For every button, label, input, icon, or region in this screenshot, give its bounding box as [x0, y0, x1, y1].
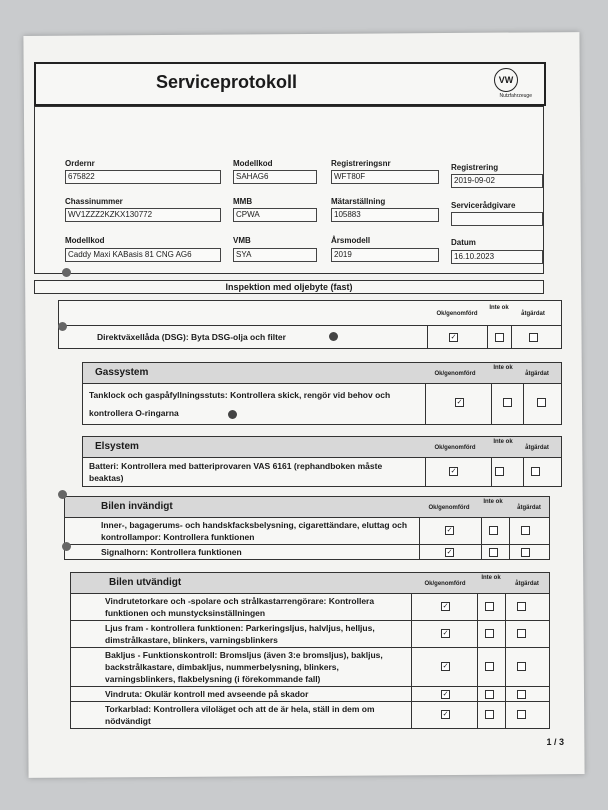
section-header — [83, 363, 561, 384]
table-row — [71, 621, 549, 648]
brand-text: Nutzfahrzeuge — [499, 93, 532, 99]
matar-field: 105883 — [331, 208, 439, 222]
atgardat-checkbox[interactable] — [521, 526, 530, 535]
col-atgardat: åtgärdat — [521, 311, 545, 317]
row-text: Inner-, bagagerums- och handskfacksbelysning, cigarettändare, eluttag och kontrollampor: Kontrollera funktionen — [101, 520, 408, 542]
radgivare-field — [451, 212, 543, 226]
section-title: Gassystem — [95, 367, 149, 378]
vmb-label: VMB — [233, 236, 251, 245]
arsmodell-label: Årsmodell — [331, 236, 371, 245]
modellkod-field: SAHAG6 — [233, 170, 317, 184]
ok-checkbox[interactable]: ✓ — [442, 630, 449, 637]
inte-ok-checkbox[interactable] — [489, 548, 498, 557]
punch-hole — [58, 322, 67, 331]
registrering-field: 2019-09-02 — [451, 174, 543, 188]
row-text: Vindruta: Okulär kontroll med avseende på skador — [105, 689, 309, 699]
section-bilen-invandigt — [64, 496, 550, 560]
mmb-field: CPWA — [233, 208, 317, 222]
row-text: Torkarblad: Kontrollera viloläget och att de är hela, ställ in dem om nödvändigt — [105, 704, 375, 726]
arsmodell-field: 2019 — [331, 248, 439, 262]
col-atgardat: åtgärdat — [515, 581, 539, 587]
table-row — [65, 518, 549, 545]
col-inte: Inte ok — [493, 365, 513, 371]
punch-hole — [329, 332, 338, 341]
inte-ok-checkbox[interactable] — [485, 710, 494, 719]
row-text: Signalhorn: Kontrollera funktionen — [101, 547, 242, 557]
atgardat-checkbox[interactable] — [521, 548, 530, 557]
col-ok: Ok/genomförd — [434, 445, 476, 451]
atgardat-checkbox[interactable] — [517, 662, 526, 671]
ok-checkbox[interactable]: ✓ — [446, 549, 453, 556]
section-header — [65, 497, 549, 518]
regnr-field: WFT80F — [331, 170, 439, 184]
inte-ok-checkbox[interactable] — [485, 662, 494, 671]
ok-checkbox[interactable]: ✓ — [442, 663, 449, 670]
punch-hole — [62, 542, 71, 551]
inte-ok-checkbox[interactable] — [495, 467, 504, 476]
col-ok: Ok/genomförd — [424, 581, 466, 587]
inte-ok-checkbox[interactable] — [495, 333, 504, 342]
col-atgardat: åtgärdat — [525, 371, 549, 377]
punch-hole — [62, 268, 71, 277]
inte-ok-checkbox[interactable] — [485, 690, 494, 699]
section-title: Bilen utvändigt — [109, 577, 182, 588]
ok-checkbox[interactable]: ✓ — [442, 711, 449, 718]
inte-ok-checkbox[interactable] — [503, 398, 512, 407]
vmb-field: SYA — [233, 248, 317, 262]
section-title: Bilen invändigt — [101, 501, 173, 512]
chassi-field: WV1ZZZ2KZKX130772 — [65, 208, 221, 222]
row-text: Tanklock och gaspåfyllningsstuts: Kontrollera skick, rengör vid behov och kontrollera O-ringarna — [89, 390, 391, 418]
page-title: Serviceprotokoll — [156, 72, 298, 92]
registrering-label: Registrering — [451, 163, 499, 172]
section-header — [83, 437, 561, 458]
punch-hole — [228, 410, 237, 419]
col-atgardat: åtgärdat — [517, 505, 541, 511]
row-text: Vindrutetorkare och -spolare och strålkastarrengörare: Kontrollera funktionen och munstycksinställningen — [105, 596, 375, 618]
atgardat-checkbox[interactable] — [537, 398, 546, 407]
radgivare-label: Servicerådgivare — [451, 201, 516, 210]
table-row — [71, 687, 549, 702]
section-header — [59, 301, 561, 326]
col-ok: Ok/genomförd — [428, 505, 470, 511]
ordernr-field: 675822 — [65, 170, 221, 184]
ok-checkbox[interactable]: ✓ — [442, 691, 449, 698]
table-row — [83, 384, 561, 424]
table-row — [59, 326, 561, 348]
row-text: Direktväxellåda (DSG): Byta DSG-olja och filter — [97, 332, 286, 342]
section-dsg — [58, 300, 562, 349]
inte-ok-checkbox[interactable] — [485, 629, 494, 638]
vw-logo-icon: VW — [494, 68, 518, 92]
document-header — [34, 62, 546, 106]
col-ok: Ok/genomförd — [436, 311, 478, 317]
section-header — [71, 573, 549, 594]
atgardat-checkbox[interactable] — [517, 690, 526, 699]
col-inte: Inte ok — [489, 305, 509, 311]
col-inte: Inte ok — [481, 575, 501, 581]
inte-ok-checkbox[interactable] — [485, 602, 494, 611]
punch-hole — [58, 490, 67, 499]
matar-label: Mätarställning — [331, 197, 386, 206]
modellkod-label: Modellkod — [233, 159, 273, 168]
atgardat-checkbox[interactable] — [517, 602, 526, 611]
atgardat-checkbox[interactable] — [517, 629, 526, 638]
ok-checkbox[interactable]: ✓ — [450, 468, 457, 475]
regnr-label: Registreringsnr — [331, 159, 391, 168]
table-row — [65, 545, 549, 559]
ordernr-label: Ordernr — [65, 159, 95, 168]
datum-field: 16.10.2023 — [451, 250, 543, 264]
ok-checkbox[interactable]: ✓ — [450, 334, 457, 341]
atgardat-checkbox[interactable] — [529, 333, 538, 342]
atgardat-checkbox[interactable] — [517, 710, 526, 719]
section-title: Elsystem — [95, 441, 139, 452]
atgardat-checkbox[interactable] — [531, 467, 540, 476]
table-row — [71, 594, 549, 621]
col-inte: Inte ok — [483, 499, 503, 505]
inte-ok-checkbox[interactable] — [489, 526, 498, 535]
ok-checkbox[interactable]: ✓ — [456, 399, 463, 406]
col-ok: Ok/genomförd — [434, 371, 476, 377]
mmb-label: MMB — [233, 197, 253, 206]
table-row — [71, 702, 549, 728]
section-elsystem — [82, 436, 562, 487]
ok-checkbox[interactable]: ✓ — [442, 603, 449, 610]
inspection-title: Inspektion med oljebyte (fast) — [34, 280, 544, 294]
datum-label: Datum — [451, 238, 476, 247]
row-text: Ljus fram - kontrollera funktionen: Parkeringsljus, halvljus, helljus, dimstrålkastare, blinkers, varningsblinkers — [105, 623, 375, 645]
ok-checkbox[interactable]: ✓ — [446, 527, 453, 534]
table-row — [71, 648, 549, 687]
modell-field: Caddy Maxi KABasis 81 CNG AG6 — [65, 248, 221, 262]
page-number: 1 / 3 — [546, 737, 564, 747]
col-inte: Inte ok — [493, 439, 513, 445]
col-atgardat: åtgärdat — [525, 445, 549, 451]
row-text: Bakljus - Funktionskontroll: Bromsljus (även 3:e bromsljus), bakljus, backstrålkastare, dimbakljus, nummerbelysning, blinkers, varningsblinkers, flakbelysning (i förekommande fall) — [105, 650, 383, 684]
modell-label: Modellkod — [65, 236, 105, 245]
section-bilen-utvandigt — [70, 572, 550, 729]
table-row — [83, 458, 561, 486]
chassi-label: Chassinummer — [65, 197, 123, 206]
vehicle-info-panel — [34, 106, 544, 274]
row-text: Batteri: Kontrollera med batteriprovaren VAS 6161 (rephandboken måste beaktas) — [89, 461, 383, 483]
section-gassystem — [82, 362, 562, 425]
